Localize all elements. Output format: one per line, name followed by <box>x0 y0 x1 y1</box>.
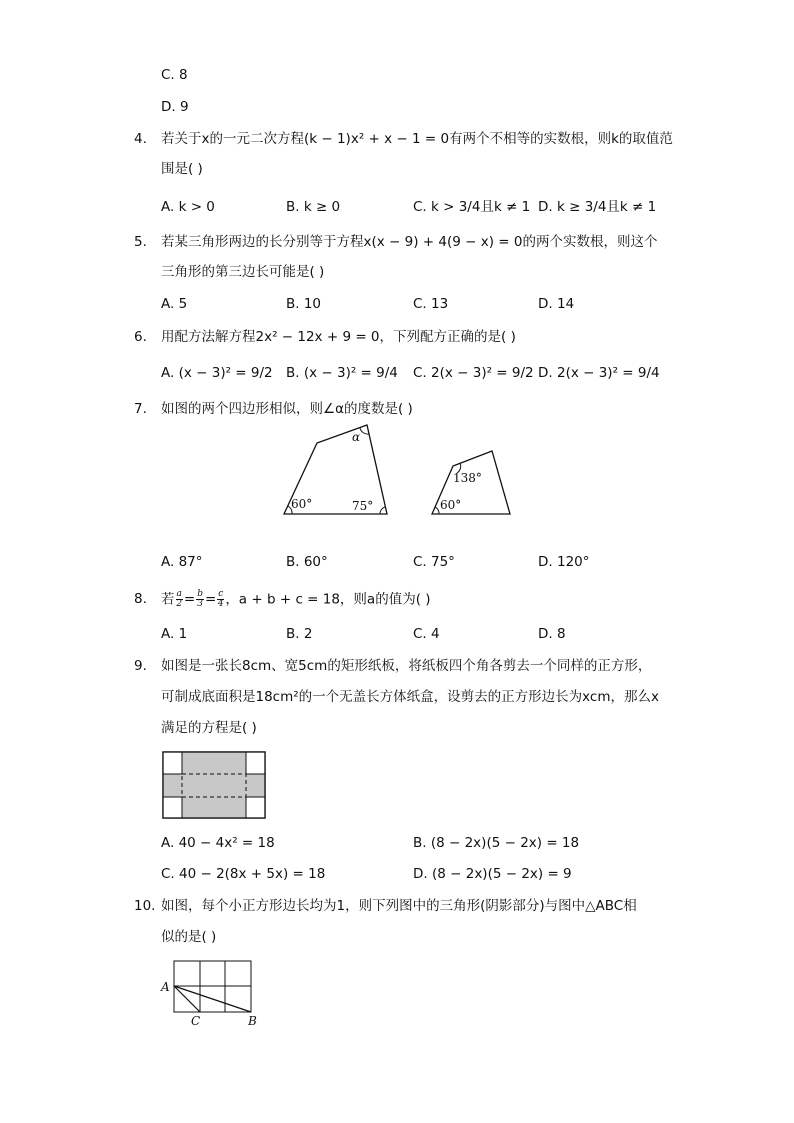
q5-option-a: A. 5 <box>161 296 188 312</box>
q5-option-b: B. 10 <box>286 296 322 312</box>
q9-option-b: B. (8 − 2x)(5 − 2x) = 18 <box>413 835 580 851</box>
q7-option-b: B. 60° <box>286 554 328 570</box>
q6-option-d: D. 2(x − 3)² = 9/4 <box>538 365 660 381</box>
q8-stem: 若 $\frac{a}{2}$ = $\frac{b}{3}$ = $\frac{c}{4}$ ，a + b + c = 18，则a的值为( ) <box>161 589 431 609</box>
q4-stem-line2: 围是( ) <box>161 161 203 177</box>
q9-option-d: D. (8 − 2x)(5 − 2x) = 9 <box>413 866 572 882</box>
q5-stem-line2: 三角形的第三边长可能是( ) <box>161 264 325 280</box>
q7-label-alpha: α <box>352 430 361 444</box>
q10-label-a: A <box>161 980 170 994</box>
q7-option-c: C. 75° <box>413 554 455 570</box>
q10-grid <box>174 961 251 1012</box>
q4-stem-line1: 若关于x的一元二次方程(k − 1)x² + x − 1 = 0有两个不相等的实数根，则k的取值范 <box>161 131 673 147</box>
q4-number: 4. <box>134 131 147 147</box>
q10-stem-line1: 如图，每个小正方形边长均为1，则下列图中的三角形(阴影部分)与图中△ABC相 <box>161 898 637 914</box>
q7-label-60-right: 60° <box>440 498 462 512</box>
q8-option-a: A. 1 <box>161 626 188 642</box>
q6-stem: 用配方法解方程2x² − 12x + 9 = 0，下列配方正确的是( ) <box>161 329 516 345</box>
q10-label-b: B <box>248 1014 257 1028</box>
q8-option-d: D. 8 <box>538 626 566 642</box>
q9-stem-line2: 可制成底面积是18cm²的一个无盖长方体纸盒，设剪去的正方形边长为xcm，那么x <box>161 689 659 705</box>
q4-option-d: D. k ≥ 3/4且k ≠ 1 <box>538 199 657 215</box>
q7-label-60-left: 60° <box>291 497 313 511</box>
q4-option-b: B. k ≥ 0 <box>286 199 341 215</box>
q7-stem: 如图的两个四边形相似，则∠α的度数是( ) <box>161 401 413 417</box>
q4-option-a: A. k > 0 <box>161 199 215 215</box>
q9-stem-line1: 如图是一张长8cm、宽5cm的矩形纸板，将纸板四个角各剪去一个同样的正方形， <box>161 658 652 674</box>
q8-fraction-c4: $\frac{c}{4}$ <box>217 589 224 609</box>
q7-number: 7. <box>134 401 147 417</box>
q9-stem-line3: 满足的方程是( ) <box>161 720 257 736</box>
q6-option-c: C. 2(x − 3)² = 9/2 <box>413 365 534 381</box>
q7-label-75: 75° <box>352 499 374 513</box>
q6-option-b: B. (x − 3)² = 9/4 <box>286 365 398 381</box>
q8-option-c: C. 4 <box>413 626 440 642</box>
q7-label-138: 138° <box>453 471 482 485</box>
q5-option-d: D. 14 <box>538 296 575 312</box>
q10-stem-line2: 似的是( ) <box>161 929 217 945</box>
q8-fraction-b3: $\frac{b}{3}$ <box>197 589 203 609</box>
q10-number: 10. <box>134 898 156 914</box>
q9-option-a: A. 40 − 4x² = 18 <box>161 835 275 851</box>
prev-option-c: C. 8 <box>161 67 188 83</box>
q8-fraction-a2: $\frac{a}{2}$ <box>176 589 183 609</box>
q5-number: 5. <box>134 234 147 250</box>
q6-number: 6. <box>134 329 147 345</box>
q8-stem-prefix: 若 <box>161 591 175 608</box>
q9-option-c: C. 40 − 2(8x + 5x) = 18 <box>161 866 326 882</box>
q8-number: 8. <box>134 591 147 607</box>
q10-label-c: C <box>191 1014 201 1028</box>
q7-option-a: A. 87° <box>161 554 203 570</box>
q5-option-c: C. 13 <box>413 296 449 312</box>
q6-option-a: A. (x − 3)² = 9/2 <box>161 365 273 381</box>
q8-stem-suffix: ，a + b + c = 18，则a的值为( ) <box>225 591 431 608</box>
q9-number: 9. <box>134 658 147 674</box>
q7-option-d: D. 120° <box>538 554 590 570</box>
q5-stem-line1: 若某三角形两边的长分别等于方程x(x − 9) + 4(9 − x) = 0的两个实数根，则这个 <box>161 234 658 250</box>
q4-option-c: C. k > 3/4且k ≠ 1 <box>413 199 531 215</box>
q8-option-b: B. 2 <box>286 626 313 642</box>
q10-segment-ab <box>174 986 251 1012</box>
prev-option-d: D. 9 <box>161 99 189 115</box>
